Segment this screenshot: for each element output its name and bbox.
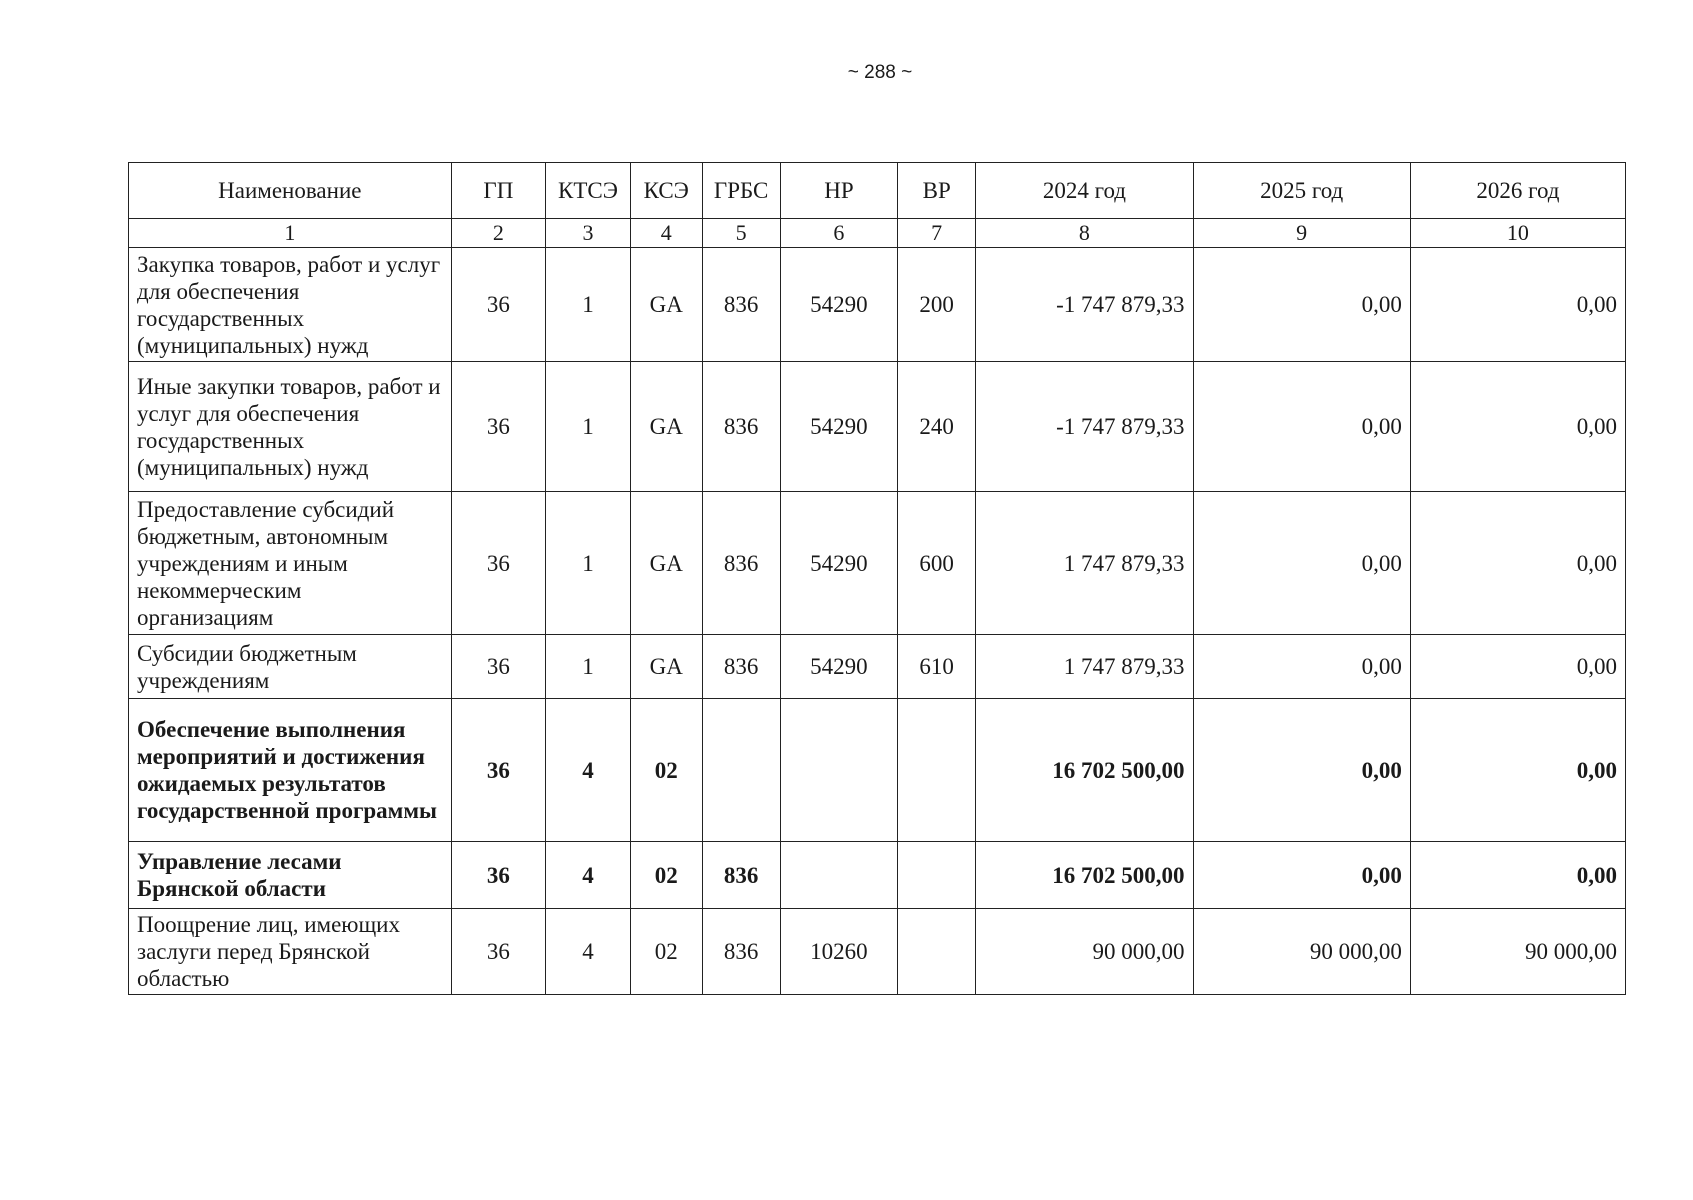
cell-grbs: 836	[702, 362, 780, 492]
col-header-grbs: ГРБС	[702, 163, 780, 219]
cell-vr: 200	[898, 248, 976, 362]
cell-2026: 0,00	[1410, 699, 1625, 842]
cell-ktse: 4	[546, 909, 631, 995]
cell-2026: 0,00	[1410, 492, 1625, 635]
cell-grbs: 836	[702, 909, 780, 995]
cell-2024: -1 747 879,33	[976, 248, 1193, 362]
column-number: 7	[898, 219, 976, 248]
cell-nr: 10260	[780, 909, 897, 995]
col-header-2026: 2026 год	[1410, 163, 1625, 219]
cell-2024: -1 747 879,33	[976, 362, 1193, 492]
table-row	[129, 699, 1626, 842]
page-number: ~ 288 ~	[847, 62, 913, 83]
cell-ktse: 1	[546, 248, 631, 362]
cell-nr: 54290	[780, 492, 897, 635]
cell-gp: 36	[451, 842, 546, 909]
cell-grbs: 836	[702, 842, 780, 909]
cell-ktse: 1	[546, 635, 631, 699]
cell-vr	[898, 842, 976, 909]
table-row	[129, 842, 1626, 909]
col-header-gp: ГП	[451, 163, 546, 219]
cell-kse: GA	[630, 362, 702, 492]
column-number-row	[129, 219, 1626, 248]
budget-table	[128, 162, 1626, 995]
cell-2024: 1 747 879,33	[976, 635, 1193, 699]
table-row	[129, 248, 1626, 362]
column-number: 2	[451, 219, 546, 248]
cell-ktse: 1	[546, 362, 631, 492]
column-number: 9	[1193, 219, 1410, 248]
cell-grbs	[702, 699, 780, 842]
cell-2026: 90 000,00	[1410, 909, 1625, 995]
col-header-2024: 2024 год	[976, 163, 1193, 219]
table-row	[129, 362, 1626, 492]
cell-grbs: 836	[702, 635, 780, 699]
table-row	[129, 909, 1626, 995]
cell-2026: 0,00	[1410, 635, 1625, 699]
row-name: Поощрение лиц, имеющих заслуги перед Брянской областью	[129, 909, 452, 995]
column-number: 8	[976, 219, 1193, 248]
cell-nr: 54290	[780, 635, 897, 699]
table-row	[129, 492, 1626, 635]
cell-kse: 02	[630, 699, 702, 842]
row-name: Субсидии бюджетным учреждениям	[129, 635, 452, 699]
cell-vr: 240	[898, 362, 976, 492]
column-number: 4	[630, 219, 702, 248]
column-number: 1	[129, 219, 452, 248]
column-number: 3	[546, 219, 631, 248]
cell-gp: 36	[451, 248, 546, 362]
cell-2026: 0,00	[1410, 248, 1625, 362]
col-header-name: Наименование	[129, 163, 452, 219]
cell-kse: GA	[630, 635, 702, 699]
row-name: Закупка товаров, работ и услуг для обеспечения государственных (муниципальных) нужд	[129, 248, 452, 362]
col-header-vr: ВР	[898, 163, 976, 219]
col-header-kse: КСЭ	[630, 163, 702, 219]
cell-ktse: 4	[546, 699, 631, 842]
cell-2024: 16 702 500,00	[976, 842, 1193, 909]
cell-ktse: 1	[546, 492, 631, 635]
cell-2025: 0,00	[1193, 248, 1410, 362]
cell-2025: 0,00	[1193, 699, 1410, 842]
cell-kse: 02	[630, 842, 702, 909]
row-name: Предоставление субсидий бюджетным, автономным учреждениям и иным некоммерческим организациям	[129, 492, 452, 635]
cell-2026: 0,00	[1410, 842, 1625, 909]
cell-gp: 36	[451, 492, 546, 635]
cell-2025: 0,00	[1193, 492, 1410, 635]
cell-2025: 0,00	[1193, 635, 1410, 699]
cell-2024: 90 000,00	[976, 909, 1193, 995]
row-name: Обеспечение выполнения мероприятий и достижения ожидаемых результатов государственной программы	[129, 699, 452, 842]
row-name: Управление лесами Брянской области	[129, 842, 452, 909]
row-name: Иные закупки товаров, работ и услуг для обеспечения государственных (муниципальных) нужд	[129, 362, 452, 492]
cell-kse: 02	[630, 909, 702, 995]
header-row	[129, 163, 1626, 219]
cell-gp: 36	[451, 362, 546, 492]
cell-vr	[898, 699, 976, 842]
cell-2025: 0,00	[1193, 842, 1410, 909]
col-header-nr: НР	[780, 163, 897, 219]
cell-2024: 16 702 500,00	[976, 699, 1193, 842]
cell-2025: 90 000,00	[1193, 909, 1410, 995]
cell-nr: 54290	[780, 248, 897, 362]
cell-kse: GA	[630, 492, 702, 635]
cell-vr	[898, 909, 976, 995]
cell-grbs: 836	[702, 492, 780, 635]
cell-nr	[780, 842, 897, 909]
cell-gp: 36	[451, 909, 546, 995]
cell-vr: 610	[898, 635, 976, 699]
column-number: 5	[702, 219, 780, 248]
cell-2026: 0,00	[1410, 362, 1625, 492]
cell-grbs: 836	[702, 248, 780, 362]
col-header-ktse: КТСЭ	[546, 163, 631, 219]
cell-nr	[780, 699, 897, 842]
cell-vr: 600	[898, 492, 976, 635]
cell-kse: GA	[630, 248, 702, 362]
cell-gp: 36	[451, 699, 546, 842]
cell-ktse: 4	[546, 842, 631, 909]
column-number: 6	[780, 219, 897, 248]
cell-2024: 1 747 879,33	[976, 492, 1193, 635]
column-number: 10	[1410, 219, 1625, 248]
cell-nr: 54290	[780, 362, 897, 492]
cell-gp: 36	[451, 635, 546, 699]
cell-2025: 0,00	[1193, 362, 1410, 492]
table-row	[129, 635, 1626, 699]
col-header-2025: 2025 год	[1193, 163, 1410, 219]
